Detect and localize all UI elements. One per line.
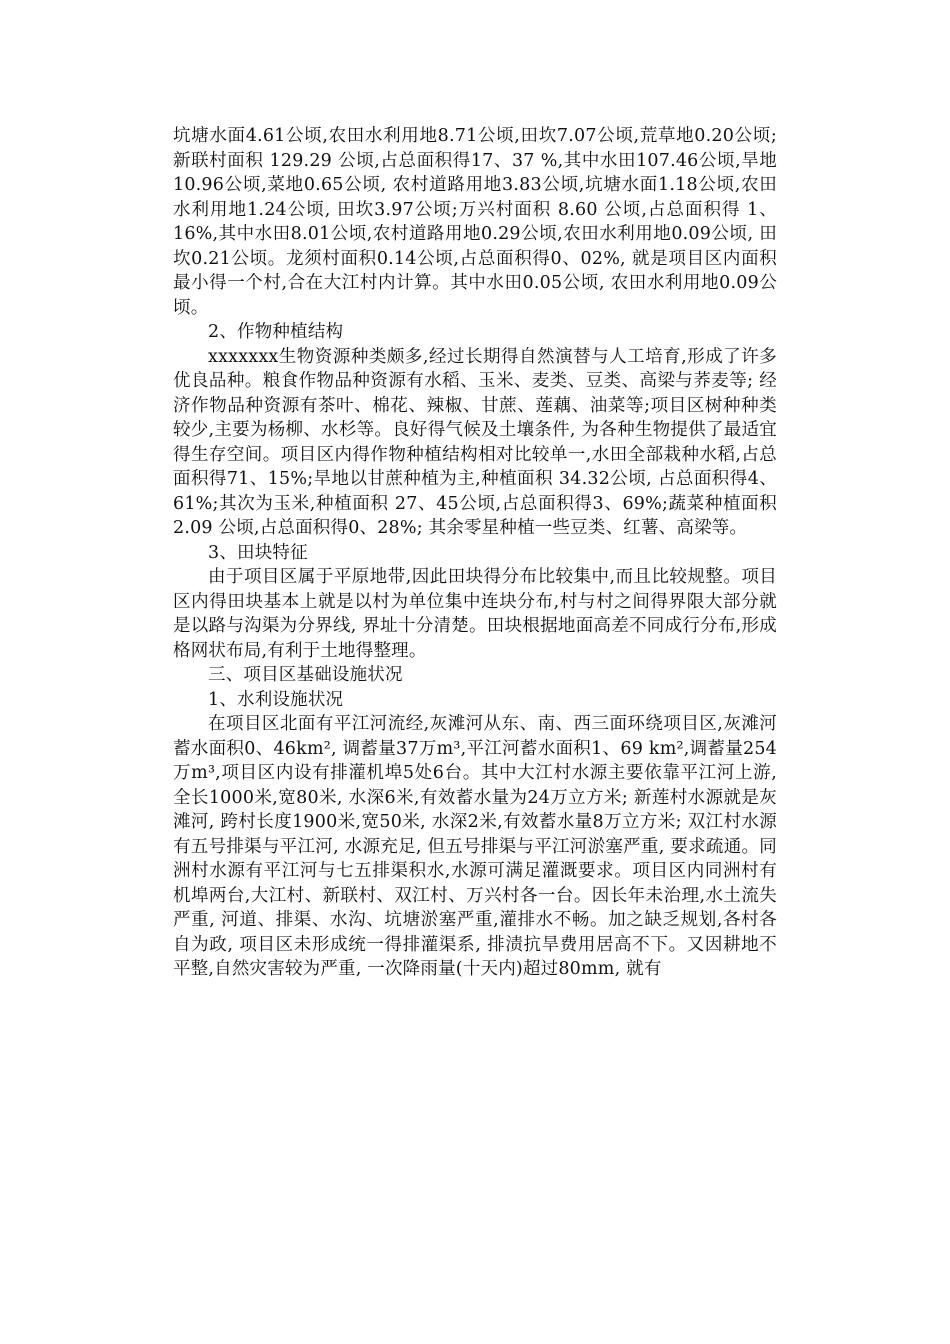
heading-crop-structure: 2、作物种植结构 bbox=[208, 322, 344, 342]
paragraph-land-area-continued: 坑塘水面4.61公顷,农田水利用地8.71公顷,田坎7.07公顷,荒草地0.20公顷;新联村面积 129.29 公顷,占总面积得17、37 %,其中水田107.46公顷,旱地10.96公顷,菜地0.65公顷, 农村道路用地3.83公顷,坑塘水面1.18公顷,农田水利用地1.24公顷, 田坎3.97公顷;万兴村面积 8.60 公顷,占总面积得 1、16%,其中水田8.01公顷,农村道路用地0.29公顷,农田水利用地0.09公顷, 田坎0.21公顷。龙须村面积0.14公顷,占总面积得0、02%, 就是项目区内面积最小得一个村,合在大江村内计算。其中水田0.05公顷, 农田水利用地0.09公顷。 bbox=[173, 126, 777, 318]
heading-water-facilities: 1、水利设施状况 bbox=[208, 689, 344, 710]
heading-infrastructure: 三、项目区基础设施状况 bbox=[208, 665, 403, 685]
paragraph-crop-structure: xxxxxxx生物资源种类颇多,经过长期得自然演替与人工培育,形成了许多优良品种。粮食作物品种资源有水稻、玉米、麦类、豆类、高梁与荞麦等; 经济作物品种资源有茶叶、棉花、辣椒、甘蔗、莲藕、油菜等;项目区树种种类较少,主要为杨柳、水杉等。良好得气候及土壤条件, 为各种生物提供了最适宜得生存空间。项目区内得作物种植结构相对比较单一,水田全部栽种水稻,占总面积得71、15%;旱地以甘蔗种植为主,种植面积 34.32公顷, 占总面积得4、61%;其次为玉米,种植面积 27、45公顷,占总面积得3、69%;蔬菜种植面积 2.09 公顷,占总面积得0、28%; 其余零星种植一些豆类、红薯、高梁等。 bbox=[173, 346, 777, 538]
document-page bbox=[173, 124, 777, 982]
paragraph-field-features: 由于项目区属于平原地带,因此田块得分布比较集中,而且比较规整。项目区内得田块基本上就是以村为单位集中连块分布,村与村之间得界限大部分就是以路与沟渠为分界线, 界址十分清楚。田块根据地面高差不同成行分布,形成格网状布局,有利于土地得整理。 bbox=[173, 567, 777, 661]
paragraph-water-facilities: 在项目区北面有平江河流经,灰滩河从东、南、西三面环绕项目区,灰滩河蓄水面积0、46km², 调蓄量37万m³,平江河蓄水面积1、69 km²,调蓄量254万m³,项目区内设有排灌机埠5处6台。其中大江村水源主要依靠平江河上游, 全长1000米,宽80米, 水深6米,有效蓄水量为24万立方米; 新莲村水源就是灰滩河, 跨村长度1900米,宽50米, 水深2米,有效蓄水量8万立方米; 双江村水源有五号排渠与平江河, 水源充足, 但五号排渠与平江河淤塞严重, 要求疏通。同洲村水源有平江河与七五排渠积水,水源可满足灌溉要求。项目区内同洲村有机埠两台,大江村、新联村、双江村、万兴村各一台。因长年未治理,水土流失严重, 河道、排渠、水沟、坑塘淤塞严重,灌排水不畅。加之缺乏规划,各村各自为政, 项目区未形成统一得排灌渠系, 排渍抗旱费用居高不下。又因耕地不平整,自然灾害较为严重, 一次降雨量(十天内)超过80mm, 就有 bbox=[173, 714, 777, 979]
heading-field-features: 3、田块特征 bbox=[208, 542, 308, 563]
